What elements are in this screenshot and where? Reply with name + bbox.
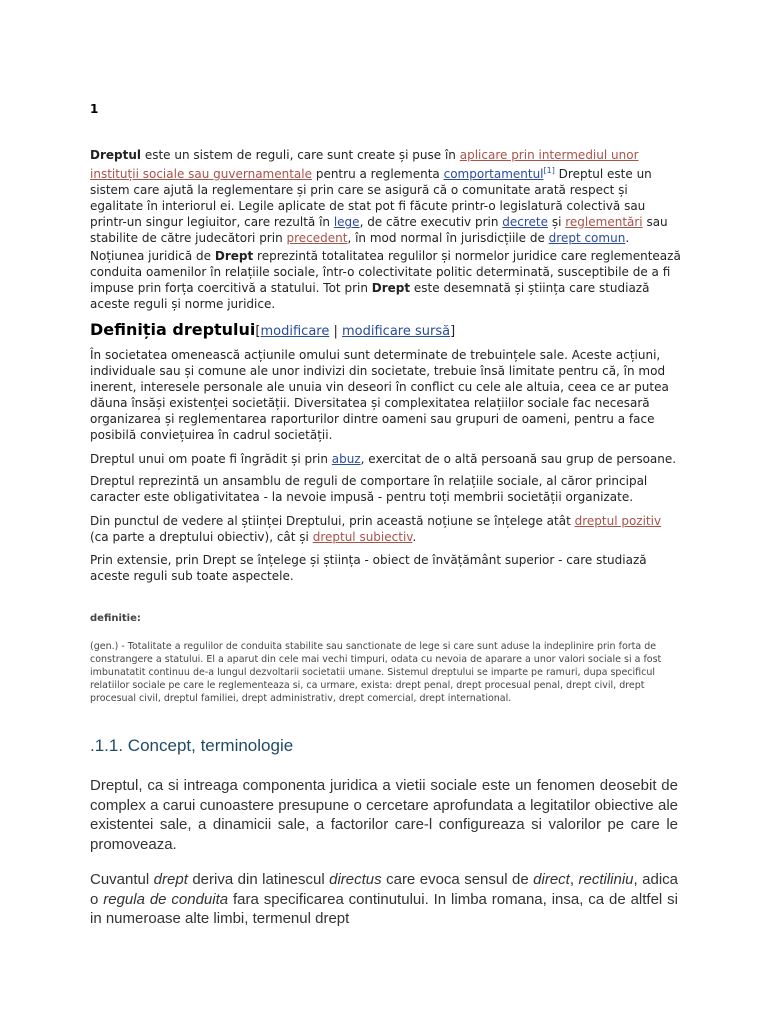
intro-text-4: , de către executiv prin — [359, 215, 503, 229]
punct-text-1: Din punctul de vedere al științei Dreptului, prin această noțiune se înțelege atât — [90, 514, 575, 528]
cuvant-italic-1: drept — [153, 871, 188, 888]
notiunea-paragraph — [90, 248, 682, 312]
intro-paragraph — [90, 147, 682, 246]
link-lege[interactable]: lege — [333, 215, 360, 229]
section-title: .1.1. Concept, terminologie — [90, 736, 294, 755]
notiunea-text-1: Noțiunea juridică de — [90, 249, 215, 263]
punct-text-3: . — [412, 530, 417, 544]
cuvant-italic-3: direct — [533, 871, 570, 888]
link-reglementari[interactable]: reglementări — [565, 215, 643, 229]
edit-separator: | — [329, 324, 342, 339]
definitia-heading — [90, 320, 455, 339]
societatea-text: În societatea omenească acțiunile omului sunt determinate de trebuințele sale. Aceste acțiuni, individuale sau și comune ale unor indivizi din societate, trebuie însă limitate pentru că, în mod inerent, interesele personale ale unuia vin deseori în conflict cu cele ale altuia, ceea ce ar putea dăuna însăși existenței societății. Diversitatea și complexitatea relațiilor sociale fac necesară organizarea și reglementarea raporturilor dintre oameni sau grupuri de oameni, pentru a face posibilă conviețuirea în cadrul societății. — [90, 348, 669, 442]
notiunea-text-3: este desemnată și știința care studiază aceste reguli și norme juridice. — [90, 281, 650, 311]
edit-bracket-open: [ — [255, 324, 261, 339]
punct-paragraph — [90, 513, 682, 545]
cuvant-italic-2: directus — [329, 871, 382, 888]
intro-text-2: pentru a reglementa — [312, 167, 444, 181]
edit-link[interactable]: modificare — [260, 324, 330, 339]
footnote-ref[interactable]: [1] — [543, 166, 555, 175]
intro-text-3: Dreptul este un sistem care ajută la reglementare și prin care se asigură că o comunitate arată respect și egalitate în interiorul ei. Legile aplicate de stat pot fi făcute printr-o legislatură colectivă sau printr-un singur legiuitor, care rezultă în — [90, 167, 652, 229]
intro-term: Dreptul — [90, 148, 141, 162]
cuvant-text-2: deriva din latinescul — [187, 871, 330, 888]
cuvant-italic-5: regula de conduita — [103, 890, 229, 908]
notiunea-text-2: reprezintă totalitatea regulilor și normelor juridice care reglementează conduita oamenilor în relațiile sociale, într-o colectivitate politic determinată, susceptibile de a fi impuse prin forța coercitivă a statului. Tot prin — [90, 249, 681, 295]
ansamblu-text: Dreptul reprezintă un ansamblu de reguli de comportare în relațiile sociale, al căror principal caracter este obligativitatea - la nevoie impusă - pentru toți membrii societății organizate. — [90, 474, 648, 504]
link-aplicare-institutii[interactable]: aplicare prin intermediul unor instituții sociale sau guvernamentale — [90, 148, 639, 181]
intro-text-1: este un sistem de reguli, care sunt create și puse în — [141, 148, 460, 162]
cuvant-text-6: fara specificarea continutului. In limba romana, insa, ca de altfel si in numeroase alte limbi, termenul drept — [90, 890, 678, 927]
cuvant-text-4: , — [569, 871, 579, 888]
cuvant-paragraph — [90, 870, 678, 929]
edit-bracket-close: ] — [450, 324, 456, 339]
link-dreptul-pozitiv[interactable]: dreptul pozitiv — [574, 514, 662, 528]
notiunea-bold-2: Drept — [371, 281, 411, 295]
concept-paragraph — [90, 776, 678, 854]
page-number: 1 — [90, 102, 99, 116]
link-abuz[interactable]: abuz — [331, 452, 361, 466]
definitie-text: (gen.) - Totalitate a regulilor de conduita stabilite sau sanctionate de lege si care sunt aduse la indeplinire prin forta de constrangere a statului. El a aparut din cele mai vechi timpuri, odata cu nevoia de aparare a unor valori sociale si a fost imbunatatit continuu de-a lungul dezvoltarii societatii umane. Sistemul dreptului se imparte pe ramuri, dupa specificul relatiilor sociale pe care le reglementeaza si, ca urmare, exista: drept penal, drept procesual penal, drept civil, drept procesual civil, dreptul familiei, drept administrativ, drept comercial, drept international. — [90, 641, 662, 704]
intro-text-5: și — [548, 215, 566, 229]
intro-text-8: . — [625, 231, 630, 245]
intro-text-7: , în mod normal în jurisdicțiile de — [347, 231, 549, 245]
definitie-label: definitie: — [90, 613, 141, 624]
concept-text: Dreptul, ca si intreaga componenta juridica a vietii sociale este un fenomen deosebit de complex a carui cunoastere presupune o cercetare aprofundata a legitatilor obiective ale existentei sale, a dinamicii sale, a factorilor care-l configureaza si valorilor pe care le promoveaza. — [90, 777, 678, 853]
ansamblu-paragraph — [90, 473, 682, 505]
cuvant-text-3: care evoca sensul de — [381, 871, 534, 888]
link-comportamentul[interactable]: comportamentul — [443, 167, 544, 181]
abuz-text-1: Dreptul unui om poate fi îngrădit și prin — [90, 452, 332, 466]
edit-source-link[interactable]: modificare sursă — [342, 324, 451, 339]
link-decrete[interactable]: decrete — [502, 215, 549, 229]
notiunea-bold-1: Drept — [214, 249, 254, 263]
extensie-text: Prin extensie, prin Drept se înțelege și știința - obiect de învățământ superior - care studiază aceste reguli sub toate aspectele. — [90, 553, 647, 583]
extensie-paragraph — [90, 552, 682, 584]
societatea-paragraph — [90, 347, 682, 443]
cuvant-italic-4: rectiliniu — [578, 871, 634, 888]
cuvant-text-1: Cuvantul — [90, 871, 154, 888]
link-precedent[interactable]: precedent — [286, 231, 348, 245]
link-drept-comun[interactable]: drept comun — [548, 231, 626, 245]
intro-text-6: sau stabilite de către judecători prin — [90, 215, 668, 245]
punct-text-2: (ca parte a dreptului obiectiv), cât și — [90, 530, 313, 544]
abuz-paragraph — [90, 451, 682, 467]
definitia-title: Definiția dreptului — [90, 320, 256, 339]
link-dreptul-subiectiv[interactable]: dreptul subiectiv — [312, 530, 413, 544]
abuz-text-2: , exercitat de o altă persoană sau grup de persoane. — [360, 452, 677, 466]
cuvant-text-5: , adica o — [90, 871, 678, 908]
